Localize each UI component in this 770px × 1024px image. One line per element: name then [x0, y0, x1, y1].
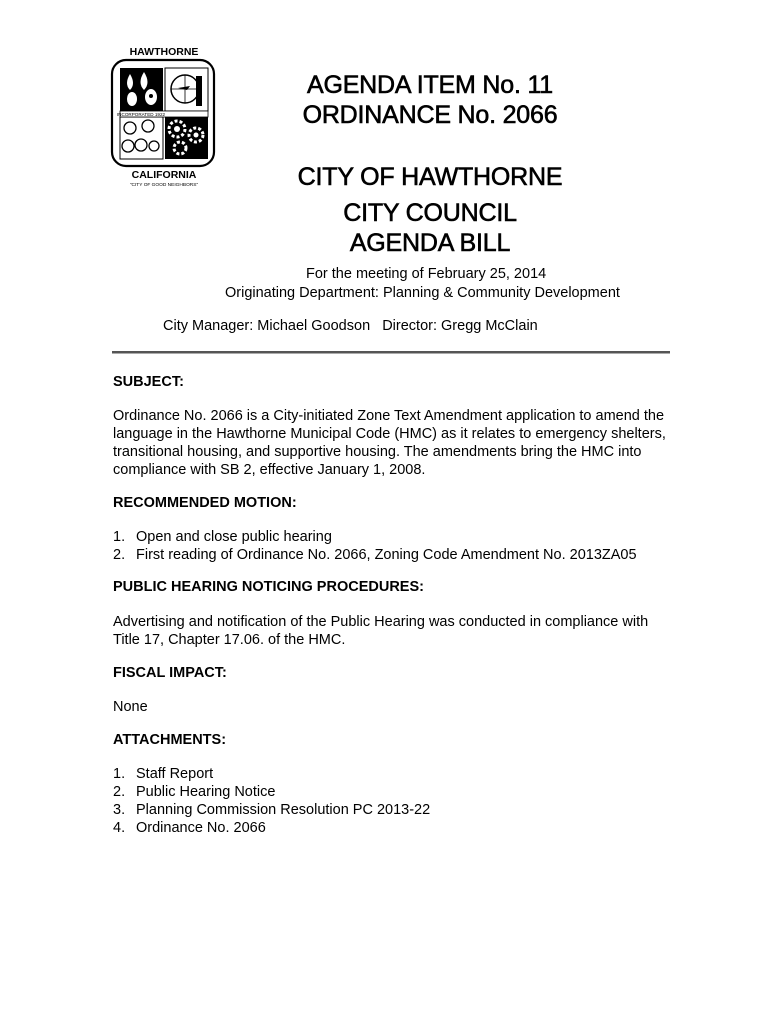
noticing-heading: PUBLIC HEARING NOTICING PROCEDURES: [113, 579, 424, 595]
seal-incorporated-text: INCORPORATED 1922 [116, 112, 166, 117]
header-divider [112, 351, 670, 353]
agenda-title-group [230, 70, 630, 130]
fiscal-impact-heading: FISCAL IMPACT: [113, 665, 227, 681]
motion-list [113, 528, 637, 564]
attachments-list [113, 765, 430, 837]
list-item: 3. Planning Commission Resolution PC 2013-22 [113, 802, 431, 818]
city-title [230, 162, 630, 192]
subject-body: Ordinance No. 2066 is a City-initiated Zone Text Amendment application to amend the language in the Hawthorne Municipal Code (HMC) as it relates to emergency shelters, transitional housing, and supportive housing. The amendments bring the HMC into compliance with SB 2, effective January 1, 2008. [113, 408, 666, 478]
subject-heading: SUBJECT: [113, 374, 184, 390]
list-item: 1. Open and close public hearing [113, 529, 332, 545]
council-title-group [230, 198, 630, 258]
list-item: 2. Public Hearing Notice [113, 784, 276, 800]
agenda-bill-title: AGENDA BILL [349, 229, 511, 257]
seal-top-text: HAWTHORNE [129, 46, 199, 58]
seal-motto-text: "CITY OF GOOD NEIGHBORS" [129, 183, 199, 188]
city-council-title: CITY COUNCIL [343, 199, 517, 227]
list-item: 1. Staff Report [113, 766, 214, 782]
seal-bottom-text: CALIFORNIA [131, 169, 197, 181]
officials-line: City Manager: Michael Goodson Director: Gregg McClain [163, 318, 538, 334]
list-item: 2. First reading of Ordinance No. 2066, Zoning Code Amendment No. 2013ZA05 [113, 547, 637, 563]
originating-department: Originating Department: Planning & Community Development [225, 285, 620, 301]
recommended-motion-heading: RECOMMENDED MOTION: [113, 495, 297, 511]
attachments-heading: ATTACHMENTS: [113, 732, 227, 748]
ordinance-title: ORDINANCE No. 2066 [302, 101, 558, 129]
meeting-date: For the meeting of February 25, 2014 [306, 266, 547, 282]
list-item: 4. Ordinance No. 2066 [113, 820, 266, 836]
city-seal-logo [108, 44, 220, 192]
noticing-body: Advertising and notification of the Public Hearing was conducted in compliance with Title 17, Chapter 17.06. of the HMC. [113, 614, 649, 648]
city-name-title: CITY OF HAWTHORNE [297, 163, 563, 191]
fiscal-impact-body: None [113, 699, 148, 715]
agenda-item-title: AGENDA ITEM No. 11 [306, 71, 553, 99]
